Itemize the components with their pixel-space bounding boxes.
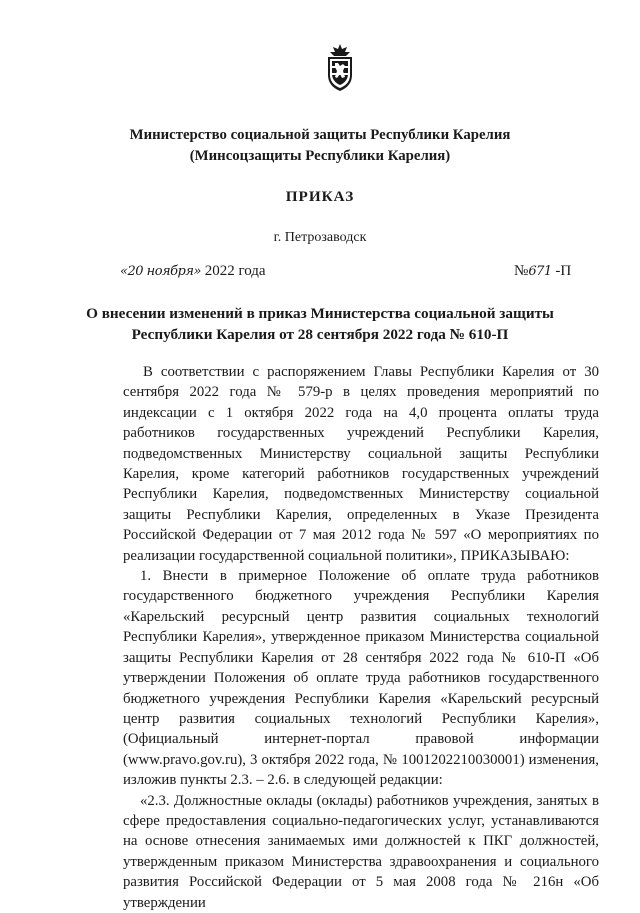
paragraph-item-2-3: «2.3. Должностные оклады (оклады) работников учреждения, занятых в сфере предоставления социально-педагогических услуг, устанавливаются на основе отнесения занимаемых ими должностей к ПКГ должностей, утвержденным приказом Министерства здравоохранения и социального развития Российской Федерации от 5 мая 2008 года № 216н «Об утверждении <box>123 792 599 911</box>
organization-name <box>0 125 640 167</box>
organization-name-line1: Министерство социальной защиты Республики Карелия <box>129 127 511 143</box>
organization-name-line2: (Минсоцзащиты Республики Карелия) <box>189 148 451 164</box>
subject-line1: О внесении изменений в приказ Министерства социальной защиты <box>86 305 554 322</box>
number-suffix: -П <box>555 263 572 279</box>
karelia-coat-of-arms-icon <box>322 42 358 92</box>
paragraph-item-1: 1. Внести в примерное Положение об оплате труда работников государственного бюджетного учреждения Республики Карелия «Карельский ресурсный центр развития социальных технологий Республики Карелия», утвержденное приказом Министерства социальной защиты Республики Карелия от 28 сентября 2022 года № 610-П «Об утверждении Положения об оплате труда работников государственного бюджетного учреждения Республики Карелия «Карельский ресурсный центр развития социальных технологий Республики Карелия», (Официальный интернет-портал правовой информации (www.pravo.gov.ru), 3 октября 2022 года, № 1001202210030001) изменения, изложив пункты 2.3. – 2.6. в следующей редакции: <box>123 568 599 789</box>
document-type: ПРИКАЗ <box>285 188 355 205</box>
document-subject <box>0 303 640 345</box>
paragraph-preamble: В соответствии с распоряжением Главы Республики Карелия от 30 сентября 2022 года № 579-р в целях проведения мероприятий по индексации с 1 октября 2022 года на 4,0 процента оплаты труда работников государственных учреждений Республики Карелия, подведомственных Министерству социальной защиты Республики Карелия, кроме категорий работников государственных учреждений Республики Карелия, подведомственных Министерству социальной защиты Республики Карелия, определенных в Указе Президента Российской Федерации от 7 мая 2012 года № 597 «О мероприятиях по реализации государственной социальной политики», ПРИКАЗЫВАЮ: <box>123 364 599 564</box>
date-handwritten: «20 ноября» <box>120 264 201 279</box>
document-number <box>514 263 571 280</box>
number-handwritten: 671 <box>528 264 552 279</box>
document-body <box>123 362 599 913</box>
document-date <box>120 263 266 280</box>
number-prefix: № <box>514 263 529 279</box>
city: г. Петрозаводск <box>273 230 367 245</box>
subject-line2: Республики Карелия от 28 сентября 2022 года № 610-П <box>131 326 509 343</box>
date-year: 2022 года <box>204 263 266 279</box>
